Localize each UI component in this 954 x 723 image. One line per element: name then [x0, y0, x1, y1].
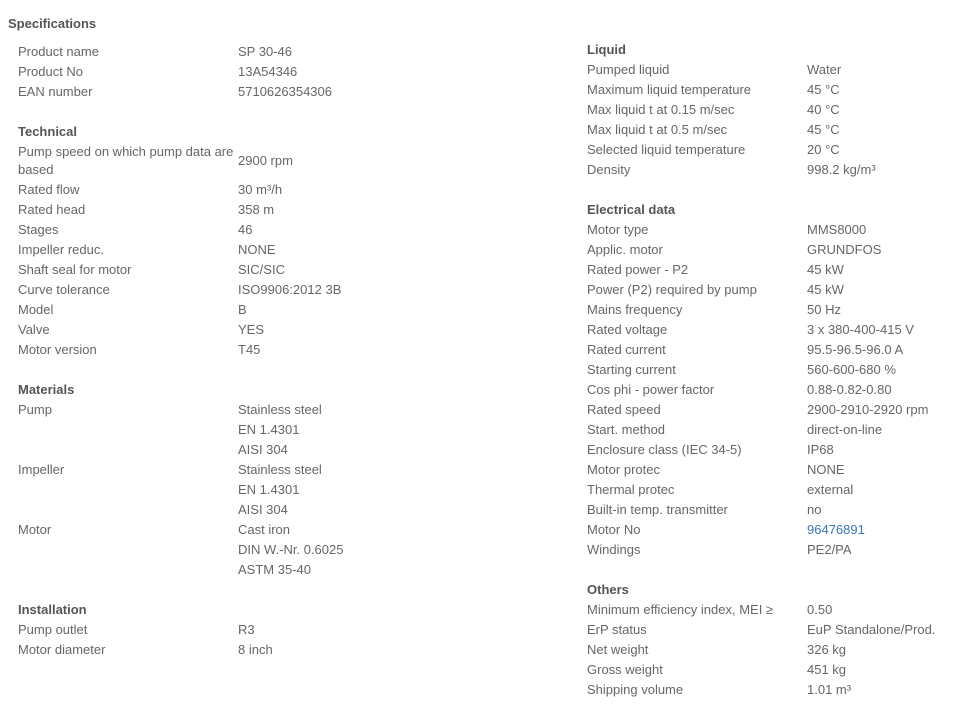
spec-values: [238, 82, 332, 102]
spec-value: 45 kW: [807, 262, 844, 277]
spec-values: [807, 60, 841, 80]
spec-row-minimum-efficiency-index-mei: [587, 600, 935, 620]
spec-value: ASTM 35-40: [238, 562, 311, 577]
spec-row-starting-current: [587, 360, 928, 380]
spec-value: AISI 304: [238, 502, 288, 517]
spec-values: [238, 42, 292, 62]
spec-values: [807, 100, 840, 120]
spec-row-motor: [18, 520, 343, 580]
spec-row-motor-type: [587, 220, 928, 240]
section-title: Others: [587, 582, 629, 597]
spec-label: Motor: [18, 522, 52, 537]
spec-value: Water: [807, 62, 842, 77]
spec-value: SIC/SIC: [238, 262, 285, 277]
spec-row-shaft-seal-for-motor: [18, 260, 341, 280]
section-title: Installation: [18, 602, 87, 617]
spec-label: Minimum efficiency index, MEI ≥: [587, 602, 774, 617]
spec-value: 8 inch: [238, 642, 273, 657]
spec-value: 5710626354306: [238, 84, 332, 99]
spec-value: T45: [238, 342, 261, 357]
spec-values: [807, 540, 852, 560]
spec-row-motor-protec: [587, 460, 928, 480]
spec-values: [807, 460, 845, 480]
section-title: Liquid: [587, 42, 626, 57]
spec-row-maximum-liquid-temperature: [587, 80, 876, 100]
spec-label: Enclosure class (IEC 34-5): [587, 442, 742, 457]
spec-value: 358 m: [238, 202, 275, 217]
spec-value: EuP Standalone/Prod.: [807, 622, 936, 637]
spec-label: Maximum liquid temperature: [587, 82, 752, 97]
spec-row-rated-flow: [18, 180, 341, 200]
spec-value: 45 °C: [807, 82, 840, 97]
spec-label: Thermal protec: [587, 482, 675, 497]
spec-values: [238, 640, 273, 660]
spec-values: [807, 260, 844, 280]
spec-label: Product No: [18, 64, 84, 79]
spec-values: [807, 220, 866, 240]
spec-row-product-name: [18, 42, 332, 62]
spec-label: Starting current: [587, 362, 676, 377]
spec-value: ISO9906:2012 3B: [238, 282, 342, 297]
spec-row-rated-power-p2: [587, 260, 928, 280]
spec-label: Shipping volume: [587, 682, 684, 697]
spec-label: Motor type: [587, 222, 649, 237]
spec-label: Windings: [587, 542, 641, 557]
spec-row-pump: [18, 400, 343, 460]
spec-label: Curve tolerance: [18, 282, 110, 297]
spec-label: Power (P2) required by pump: [587, 282, 757, 297]
spec-label: Pump outlet: [18, 622, 88, 637]
spec-label: Pump: [18, 402, 52, 417]
spec-row-applic-motor: [587, 240, 928, 260]
section-title: Electrical data: [587, 202, 676, 217]
spec-values: [238, 180, 282, 200]
spec-values: [807, 480, 853, 500]
spec-label: Rated head: [18, 202, 86, 217]
liquid-section: [587, 40, 876, 180]
spec-values: [807, 600, 832, 620]
spec-row-max-liquid-t-at-0-15-m-sec: [587, 100, 876, 120]
spec-value: 451 kg: [807, 662, 847, 677]
spec-values: [807, 620, 935, 640]
spec-label: Pump speed on which pump data are based: [18, 144, 234, 177]
spec-row-curve-tolerance: [18, 280, 341, 300]
spec-values: [807, 660, 846, 680]
general-section: [18, 42, 332, 102]
spec-label: Product name: [18, 44, 99, 59]
spec-value: Stainless steel: [238, 462, 322, 477]
spec-row-net-weight: [587, 640, 935, 660]
spec-label: Cos phi - power factor: [587, 382, 715, 397]
spec-values: [238, 400, 322, 460]
spec-values: [238, 142, 293, 180]
spec-row-cos-phi-power-factor: [587, 380, 928, 400]
spec-row-enclosure-class-iec-34-5: [587, 440, 928, 460]
spec-values: [238, 320, 264, 340]
spec-values: [807, 640, 846, 660]
spec-values: [807, 280, 844, 300]
spec-values: [807, 120, 840, 140]
others-section: [587, 580, 935, 700]
spec-value: PE2/PA: [807, 542, 852, 557]
spec-label: Motor diameter: [18, 642, 106, 657]
electrical-section: [587, 200, 928, 560]
spec-value: GRUNDFOS: [807, 242, 882, 257]
spec-values: [238, 620, 255, 640]
spec-value: external: [807, 482, 854, 497]
spec-value: SP 30-46: [238, 44, 292, 59]
spec-value: 326 kg: [807, 642, 847, 657]
spec-row-mains-frequency: [587, 300, 928, 320]
spec-value: 560-600-680 %: [807, 362, 896, 377]
spec-row-erp-status: [587, 620, 935, 640]
spec-values: [238, 460, 322, 520]
spec-row-power-p2-required-by-pump: [587, 280, 928, 300]
spec-value: 2900-2910-2920 rpm: [807, 402, 929, 417]
spec-values: [807, 440, 834, 460]
spec-value: 40 °C: [807, 102, 840, 117]
spec-label: Gross weight: [587, 662, 663, 677]
spec-values: [238, 280, 341, 300]
spec-row-thermal-protec: [587, 480, 928, 500]
spec-label: Pumped liquid: [587, 62, 670, 77]
spec-row-max-liquid-t-at-0-5-m-sec: [587, 120, 876, 140]
spec-label: Mains frequency: [587, 302, 683, 317]
spec-value: B: [238, 302, 247, 317]
spec-row-impeller-reduc: [18, 240, 341, 260]
spec-values: [238, 340, 260, 360]
spec-value: DIN W.-Nr. 0.6025: [238, 542, 344, 557]
spec-value: Cast iron: [238, 522, 291, 537]
section-title: Technical: [18, 124, 78, 139]
spec-values: [807, 300, 841, 320]
spec-row-stages: [18, 220, 341, 240]
spec-value: 1.01 m³: [807, 682, 852, 697]
spec-row-motor-diameter: [18, 640, 273, 660]
spec-label: Motor No: [587, 522, 641, 537]
spec-row-product-no: [18, 62, 332, 82]
spec-row-start-method: [587, 420, 928, 440]
spec-value: 13A54346: [238, 64, 298, 79]
spec-row-model: [18, 300, 341, 320]
spec-label: ErP status: [587, 622, 647, 637]
spec-row-impeller: [18, 460, 343, 520]
spec-row-pumped-liquid: [587, 60, 876, 80]
spec-row-motor-no: [587, 520, 928, 540]
spec-value: 998.2 kg/m³: [807, 162, 876, 177]
spec-row-selected-liquid-temperature: [587, 140, 876, 160]
spec-value: EN 1.4301: [238, 422, 300, 437]
spec-values: [238, 260, 285, 280]
spec-value: NONE: [807, 462, 845, 477]
spec-values: [807, 380, 892, 400]
spec-label: Motor version: [18, 342, 97, 357]
spec-label: EAN number: [18, 84, 93, 99]
spec-label: Impeller: [18, 462, 65, 477]
spec-label: Built-in temp. transmitter: [587, 502, 728, 517]
spec-value: NONE: [238, 242, 276, 257]
technical-section: [18, 122, 341, 360]
spec-value: Stainless steel: [238, 402, 322, 417]
spec-values: [807, 360, 896, 380]
spec-label: Rated voltage: [587, 322, 668, 337]
spec-label: Shaft seal for motor: [18, 262, 132, 277]
spec-label: Density: [587, 162, 631, 177]
spec-row-pump-outlet: [18, 620, 273, 640]
spec-value: 0.50: [807, 602, 833, 617]
spec-row-gross-weight: [587, 660, 935, 680]
spec-value: MMS8000: [807, 222, 867, 237]
spec-label: Stages: [18, 222, 59, 237]
spec-label: Motor protec: [587, 462, 660, 477]
spec-values: [807, 80, 840, 100]
spec-row-density: [587, 160, 876, 180]
spec-values: [807, 160, 876, 180]
spec-values: [807, 520, 865, 540]
motor-no-link[interactable]: 96476891: [807, 522, 865, 537]
spec-value: no: [807, 502, 822, 517]
spec-row-shipping-volume: [587, 680, 935, 700]
spec-values: [238, 200, 274, 220]
spec-values: [807, 340, 903, 360]
spec-label: Net weight: [587, 642, 649, 657]
spec-values: [807, 320, 914, 340]
spec-value: direct-on-line: [807, 422, 883, 437]
spec-value: 45 °C: [807, 122, 840, 137]
spec-row-rated-current: [587, 340, 928, 360]
spec-row-valve: [18, 320, 341, 340]
spec-row-motor-version: [18, 340, 341, 360]
spec-value: 95.5-96.5-96.0 A: [807, 342, 904, 357]
spec-label: Rated flow: [18, 182, 80, 197]
spec-values: [807, 140, 840, 160]
spec-row-rated-head: [18, 200, 341, 220]
spec-values: [807, 400, 928, 420]
spec-value: 3 x 380-400-415 V: [807, 322, 914, 337]
spec-value: 0.88-0.82-0.80: [807, 382, 892, 397]
page-title: Specifications: [8, 16, 97, 31]
spec-row-ean-number: [18, 82, 332, 102]
spec-row-windings: [587, 540, 928, 560]
spec-label: Rated speed: [587, 402, 661, 417]
spec-value: YES: [238, 322, 265, 337]
materials-section: [18, 380, 343, 580]
spec-label: Rated current: [587, 342, 666, 357]
spec-label: Start. method: [587, 422, 666, 437]
spec-row-built-in-temp-transmitter: [587, 500, 928, 520]
spec-label: Selected liquid temperature: [587, 142, 746, 157]
spec-values: [807, 420, 882, 440]
spec-label: Max liquid t at 0.15 m/sec: [587, 102, 735, 117]
spec-value: AISI 304: [238, 442, 288, 457]
spec-row-rated-voltage: [587, 320, 928, 340]
spec-label: Valve: [18, 322, 50, 337]
spec-values: [238, 220, 252, 240]
spec-values: [238, 62, 297, 82]
section-title: Materials: [18, 382, 75, 397]
spec-values: [807, 500, 821, 520]
spec-value: EN 1.4301: [238, 482, 300, 497]
spec-values: [807, 680, 851, 700]
spec-row-pump-speed-on-which-pump-data-are-based: [18, 142, 341, 180]
spec-label: Model: [18, 302, 54, 317]
spec-value: 2900 rpm: [238, 153, 293, 168]
spec-label: Max liquid t at 0.5 m/sec: [587, 122, 728, 137]
spec-value: 20 °C: [807, 142, 840, 157]
spec-value: IP68: [807, 442, 834, 457]
installation-section: [18, 600, 273, 660]
spec-value: 30 m³/h: [238, 182, 283, 197]
spec-row-rated-speed: [587, 400, 928, 420]
spec-values: [238, 300, 247, 320]
spec-values: [807, 240, 881, 260]
spec-label: Impeller reduc.: [18, 242, 104, 257]
spec-value: R3: [238, 622, 255, 637]
spec-value: 46: [238, 222, 253, 237]
spec-value: 50 Hz: [807, 302, 841, 317]
spec-values: [238, 240, 276, 260]
spec-values: [238, 520, 343, 580]
spec-value: 45 kW: [807, 282, 844, 297]
spec-label: Applic. motor: [587, 242, 663, 257]
spec-label: Rated power - P2: [587, 262, 689, 277]
